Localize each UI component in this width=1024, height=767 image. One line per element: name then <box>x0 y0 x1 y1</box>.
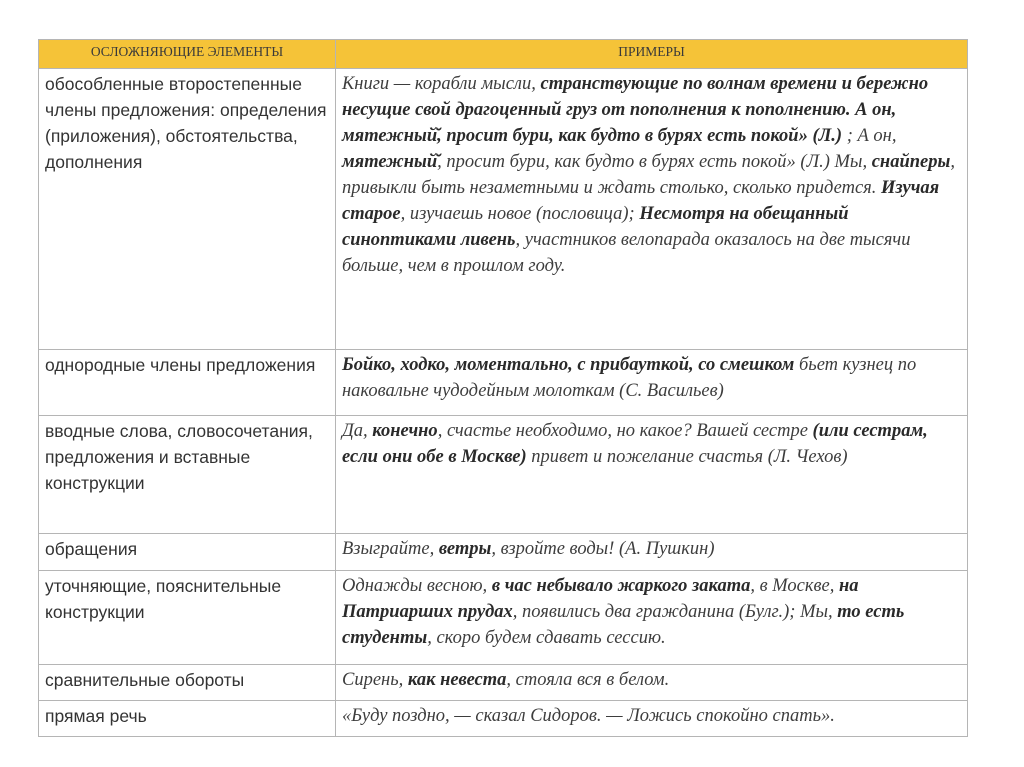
example-cell <box>336 665 968 701</box>
example-emphasis: как невеста <box>407 670 507 690</box>
element-cell: уточняющие, пояснительные конструкции <box>39 571 336 665</box>
example-emphasis: (или сестрам, если они обе в Москве) <box>342 421 928 467</box>
example-text: , появились два гражданина (Булг.); Мы, <box>512 602 838 622</box>
example-cell <box>336 69 968 350</box>
header-examples: ПРИМЕРЫ <box>336 40 968 69</box>
example-text: , привыкли быть незаметными и ждать столько, сколько придется. <box>342 152 955 198</box>
example-text: Да, <box>342 421 373 441</box>
example-text: Сирень, <box>342 670 408 690</box>
example-text: , изучаешь новое (пословица); <box>400 204 640 224</box>
example-text: , участников велопарада оказалось на две тысячи больше, чем в прошлом году. <box>342 230 911 276</box>
example-emphasis: странствующие по волнам времени и бережно несущие свой драгоценный груз от пополнения к пополнению. А он, мятежный̆, просит бури, как будто в бурях есть покой» (Л.) <box>342 74 929 146</box>
table-row <box>39 416 968 534</box>
example-text: , скоро будем сдавать сессию. <box>427 628 666 648</box>
example-text: Книги — корабли мысли, <box>342 74 541 94</box>
header-elements: ОСЛОЖНЯЮЩИЕ ЭЛЕМЕНТЫ <box>39 40 336 69</box>
example-emphasis: мятежный̆ <box>342 152 438 172</box>
table-row <box>39 571 968 665</box>
example-emphasis: на Патриарших прудах <box>342 576 859 622</box>
example-text: , счастье необходимо, но какое? Вашей сестре <box>437 421 813 441</box>
example-text: Взыграйте, <box>342 539 439 559</box>
example-emphasis: Бойко, ходко, моментально, с прибауткой, со смешком <box>342 355 795 375</box>
element-cell: вводные слова, словосочетания, предложения и вставные конструкции <box>39 416 336 534</box>
header-row <box>39 40 968 69</box>
example-text: , в Москве, <box>750 576 840 596</box>
example-text: , просит бури, как будто в бурях есть покой» (Л.) Мы, <box>437 152 872 172</box>
example-emphasis: Изучая старое <box>342 178 940 224</box>
example-emphasis: ветры <box>438 539 492 559</box>
table-row <box>39 534 968 571</box>
example-cell <box>336 416 968 534</box>
example-cell <box>336 571 968 665</box>
example-emphasis: в час небывало жаркого заката <box>491 576 751 596</box>
example-text: бьет кузнец по наковальне чудодейным молоткам (С. Васильев) <box>342 355 917 401</box>
table-row <box>39 350 968 416</box>
example-text: , взройте воды! (А. Пушкин) <box>491 539 715 559</box>
element-cell: сравнительные обороты <box>39 665 336 701</box>
element-cell: обращения <box>39 534 336 571</box>
comparison-table <box>38 39 968 737</box>
example-cell <box>336 350 968 416</box>
example-emphasis: снайперы <box>871 152 951 172</box>
element-cell: прямая речь <box>39 701 336 737</box>
example-text: привет и пожелание счастья (Л. Чехов) <box>526 447 848 467</box>
example-text: Однажды весною, <box>342 576 492 596</box>
example-text: «Буду поздно, — сказал Сидоров. — Ложись спокойно спать». <box>342 706 835 726</box>
example-cell <box>336 701 968 737</box>
example-emphasis: конечно <box>372 421 438 441</box>
table-row <box>39 665 968 701</box>
table-row <box>39 69 968 350</box>
element-cell: однородные члены предложения <box>39 350 336 416</box>
example-emphasis: Несмотря на обещанный синоптиками ливень <box>342 204 849 250</box>
example-emphasis: то есть студенты <box>342 602 905 648</box>
table-row <box>39 701 968 737</box>
example-cell <box>336 534 968 571</box>
example-text: , стояла вся в белом. <box>506 670 670 690</box>
example-text: ; А он, <box>842 126 897 146</box>
element-cell: обособленные второстепенные члены предложения: определения (приложения), обстоятельства, дополнения <box>39 69 336 350</box>
